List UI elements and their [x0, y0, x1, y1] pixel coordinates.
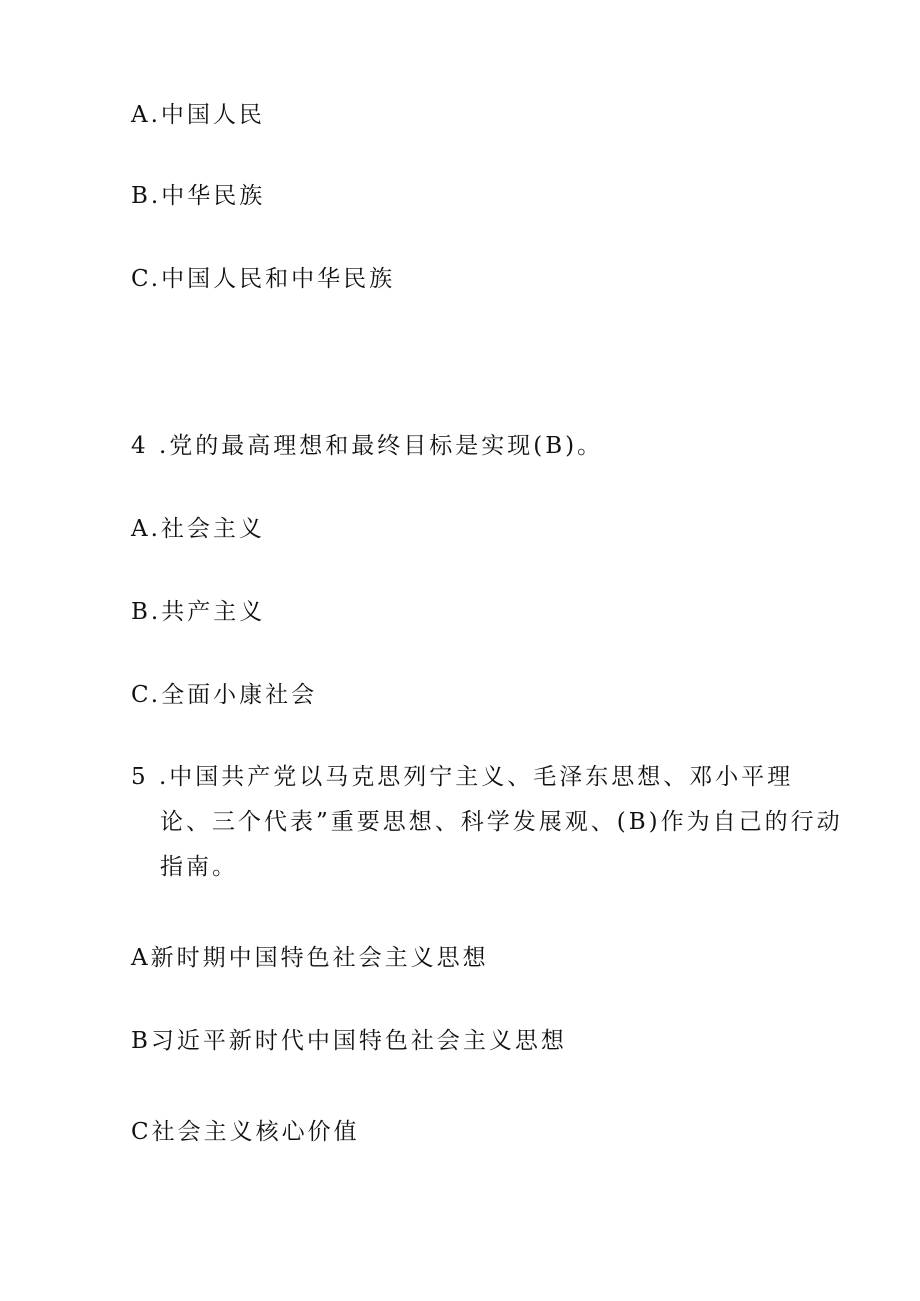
q5-option-a: A新时期中国特色社会主义思想 — [131, 945, 489, 971]
q4-option-a: A.社会主义 — [131, 516, 265, 542]
q4-question: 4 .党的最高理想和最终目标是实现(B)。 — [131, 433, 604, 459]
q4-option-b: B.共产主义 — [131, 599, 266, 625]
q4-option-c: C.全面小康社会 — [131, 682, 318, 708]
q5-question-line-2: 论、三个代表”重要思想、科学发展观、(B)作为自己的行动 — [160, 809, 843, 835]
q3-option-a: A.中国人民 — [131, 102, 265, 128]
q5-question-line-1: 5 .中国共产党以马克思列宁主义、毛泽东思想、邓小平理 — [131, 764, 794, 790]
q3-option-c: C.中国人民和中华民族 — [131, 266, 396, 292]
q5-option-c: C社会主义核心价值 — [131, 1119, 360, 1145]
q5-option-b: B习近平新时代中国特色社会主义思想 — [131, 1028, 567, 1054]
q3-option-b: B.中华民族 — [131, 183, 266, 209]
q5-question — [131, 755, 843, 890]
q5-question-line-3: 指南。 — [160, 854, 238, 880]
